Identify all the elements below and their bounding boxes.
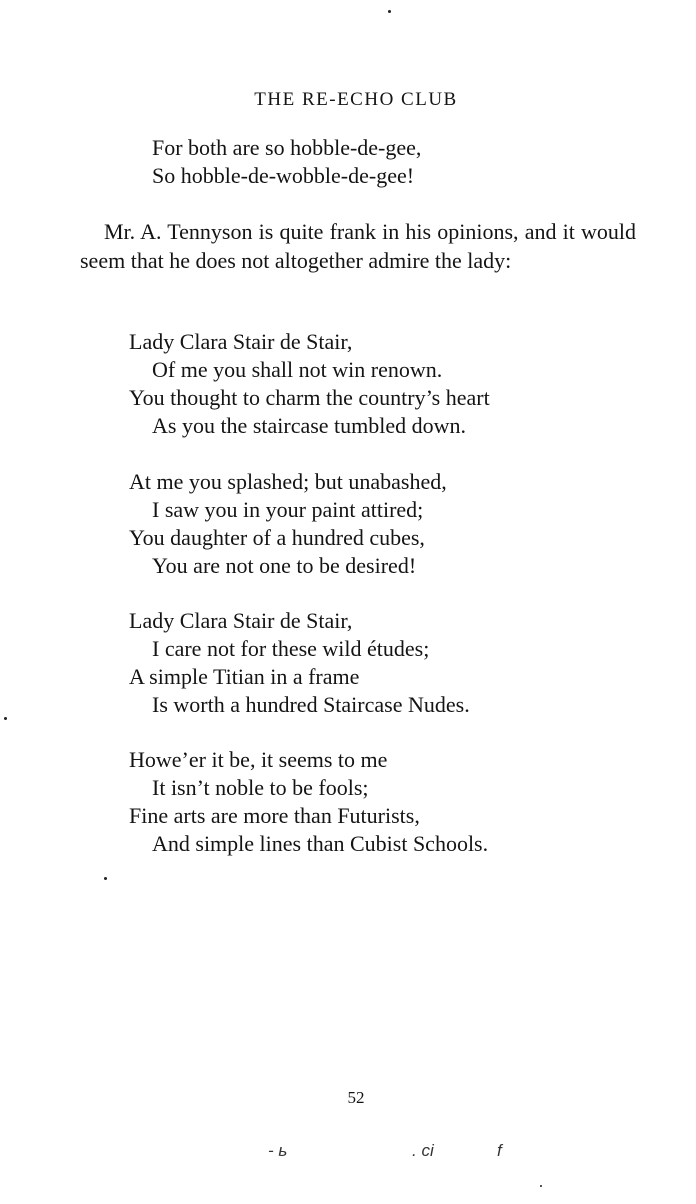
footer-mark: . сі	[412, 1141, 434, 1160]
prose-text: Mr. A. Tennyson is quite frank in his opinions, and it would seem that he does not altogether admire the lady:	[80, 219, 636, 273]
stanza-3-line-3: A simple Titian in a frame	[129, 664, 360, 689]
stanza-3-line-2: I care not for these wild études;	[152, 636, 430, 661]
stanza-1-line-4: As you the staircase tumbled down.	[152, 413, 467, 438]
page-number: 52	[347, 1088, 365, 1107]
footer-mark: - ь	[268, 1141, 288, 1160]
stanza-2-line-3: You daughter of a hundred cubes,	[129, 525, 425, 550]
scan-speck	[104, 877, 107, 880]
couplet-line-1: For both are so hobble-de-gee,	[152, 135, 422, 160]
stanza-4-line-1: Howe’er it be, it seems to me	[129, 747, 388, 772]
stanza-3-line-1: Lady Clara Stair de Stair,	[129, 608, 353, 633]
stanza-3-line-4: Is worth a hundred Staircase Nudes.	[152, 692, 470, 717]
stanza-2-line-4: You are not one to be desired!	[152, 553, 417, 578]
scan-speck	[388, 10, 391, 13]
stanza-1-line-1: Lady Clara Stair de Stair,	[129, 329, 353, 354]
stanza-1-line-3: You thought to charm the country’s heart	[129, 385, 490, 410]
running-head: THE RE-ECHO CLUB	[254, 89, 458, 110]
prose-paragraph	[80, 218, 636, 275]
scan-speck	[4, 717, 7, 720]
couplet-line-2: So hobble-de-wobble-de-gee!	[152, 163, 415, 188]
stanza-2-line-2: I saw you in your paint attired;	[152, 497, 424, 522]
stanza-1-line-2: Of me you shall not win renown.	[152, 357, 443, 382]
scan-speck	[540, 1185, 542, 1187]
stanza-4-line-4: And simple lines than Cubist Schools.	[152, 831, 489, 856]
footer-mark: f	[497, 1141, 502, 1160]
stanza-4-line-3: Fine arts are more than Futurists,	[129, 803, 420, 828]
stanza-4-line-2: It isn’t noble to be fools;	[152, 775, 369, 800]
stanza-2-line-1: At me you splashed; but unabashed,	[129, 469, 447, 494]
